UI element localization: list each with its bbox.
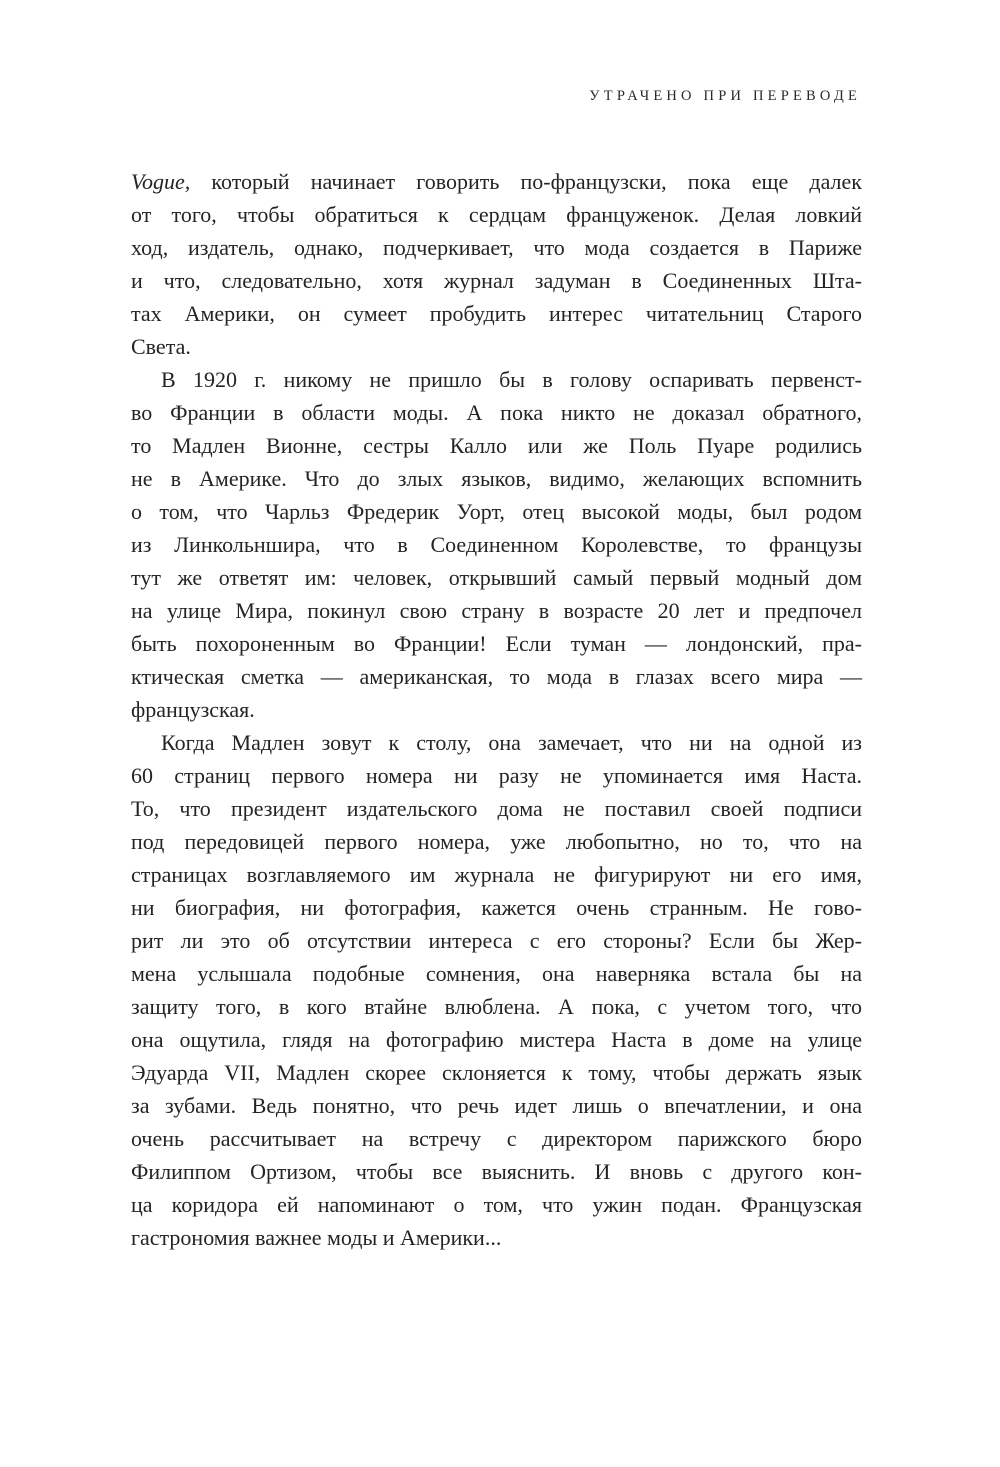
body-text [131,165,862,1254]
text-line: и что, следовательно, хотя журнал задуман в Соединенных Шта- [131,268,862,293]
paragraph-2 [131,363,862,726]
paragraph-3 [131,726,862,1254]
text-line: о том, что Чарльз Фредерик Уорт, отец высокой моды, был родом [131,499,862,524]
text-line: ктическая сметка — американская, то мода в глазах всего мира — [131,664,862,689]
paragraph-1 [131,165,862,363]
text-line: ца коридора ей напоминают о том, что ужин подан. Французская [131,1192,862,1217]
text-line: 60 страниц первого номера ни разу не упоминается имя Наста. [131,763,862,788]
text-line: под передовицей первого номера, уже любопытно, но то, что на [131,829,862,854]
text-line: ход, издатель, однако, подчеркивает, что мода создается в Париже [131,235,862,260]
text-line: не в Америке. Что до злых языков, видимо, желающих вспомнить [131,466,862,491]
text-line: от того, чтобы обратиться к сердцам француженок. Делая ловкий [131,202,862,227]
text-line: из Линкольншира, что в Соединенном Королевстве, то французы [131,532,862,557]
text-line: ни биография, ни фотография, кажется очень странным. Не гово- [131,895,862,920]
text-line: Филиппом Ортизом, чтобы все выяснить. И вновь с другого кон- [131,1159,862,1184]
text-line: защиту того, в кого втайне влюблена. А пока, с учетом того, что [131,994,862,1019]
text-line: Эдуарда VII, Мадлен скорее склоняется к тому, чтобы держать язык [131,1060,862,1085]
text-line: быть похороненным во Франции! Если туман — лондонский, пра- [131,631,862,656]
text-line: Vogue, который начинает говорить по-французски, пока еще далек [131,169,862,194]
text-line: тах Америки, он сумеет пробудить интерес читательниц Старого [131,301,862,326]
text-line: В 1920 г. никому не пришло бы в голову оспаривать первенст- [161,367,862,392]
text-line: то Мадлен Вионне, сестры Калло или же Поль Пуаре родились [131,433,862,458]
text-line: очень рассчитывает на встречу с директором парижского бюро [131,1126,862,1151]
text-line: гастрономия важнее моды и Америки... [131,1225,502,1250]
text-line: тут же ответят им: человек, открывший самый первый модный дом [131,565,862,590]
italic-word: Vogue, [131,169,191,194]
text-line: То, что президент издательского дома не поставил своей подписи [131,796,862,821]
text-line: на улице Мира, покинул свою страну в возрасте 20 лет и предпочел [131,598,862,623]
running-header: УТРАЧЕНО ПРИ ПЕРЕВОДЕ [589,88,861,104]
text-line: страницах возглавляемого им журнала не фигурируют ни его имя, [131,862,862,887]
text-line: Когда Мадлен зовут к столу, она замечает, что ни на одной из [161,730,862,755]
text-line: она ощутила, глядя на фотографию мистера Наста в доме на улице [131,1027,862,1052]
text-line: французская. [131,697,255,722]
text-line: за зубами. Ведь понятно, что речь идет лишь о впечатлении, и она [131,1093,862,1118]
text-line: Света. [131,334,191,359]
text-line: во Франции в области моды. А пока никто не доказал обратного, [131,400,862,425]
text-line: рит ли это об отсутствии интереса с его стороны? Если бы Жер- [131,928,862,953]
text-line: мена услышала подобные сомнения, она наверняка встала бы на [131,961,862,986]
